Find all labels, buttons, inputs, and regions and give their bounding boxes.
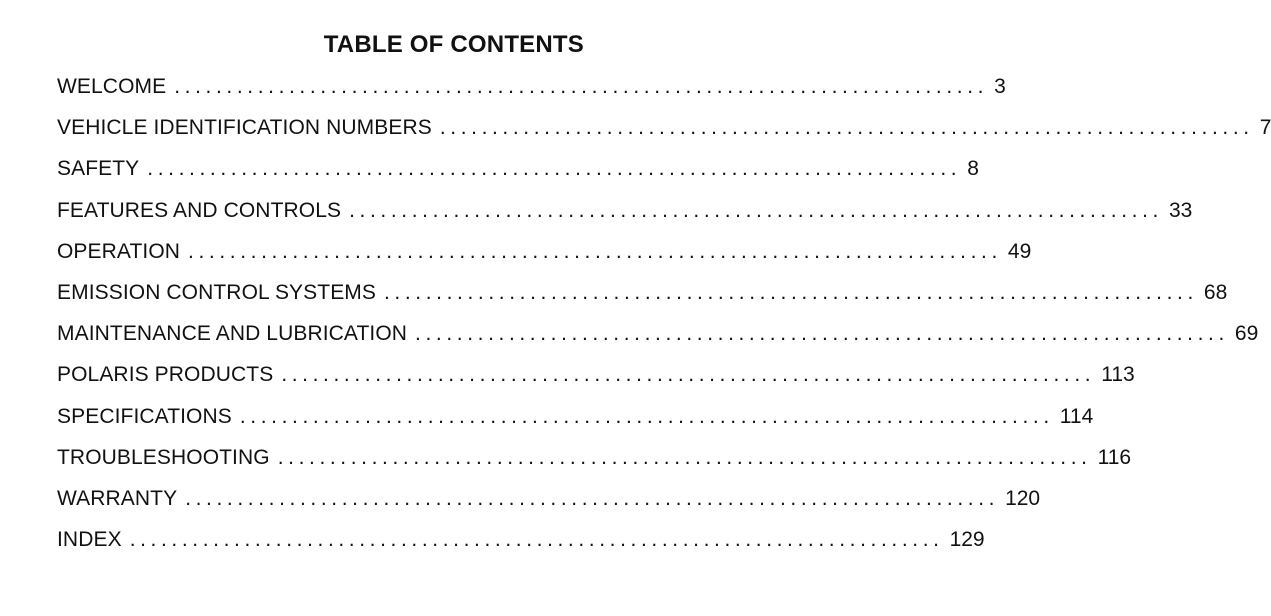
toc-page-number: 114 bbox=[1059, 404, 1094, 428]
toc-entry-label: SAFETY bbox=[57, 157, 140, 181]
toc-leader-dots: .............................................................................. bbox=[439, 116, 1254, 140]
toc-page-number: 3 bbox=[994, 75, 1006, 98]
toc-entry-vehicle-identification-numbers[interactable] bbox=[57, 112, 1271, 153]
toc-page-number: 68 bbox=[1203, 280, 1228, 304]
toc-entry-troubleshooting[interactable] bbox=[57, 442, 1132, 483]
toc-entry-polaris-products[interactable] bbox=[57, 359, 1135, 400]
toc-leader-dots: .............................................................................. bbox=[415, 322, 1229, 346]
toc-entry-label: WARRANTY bbox=[57, 486, 178, 510]
toc-entry-label: EMISSION CONTROL SYSTEMS bbox=[57, 280, 376, 304]
toc-leader-dots: .............................................................................. bbox=[239, 404, 1054, 428]
toc-entry-maintenance-and-lubrication[interactable] bbox=[57, 318, 1259, 359]
toc-entry-emission-control-systems[interactable] bbox=[57, 277, 1228, 318]
toc-entry-label: SPECIFICATIONS bbox=[57, 404, 232, 428]
page-title: TABLE OF CONTENTS bbox=[323, 31, 584, 58]
toc-entry-features-and-controls[interactable] bbox=[57, 195, 1193, 236]
toc-entry-index[interactable] bbox=[57, 524, 985, 565]
toc-page-number: 7 bbox=[1259, 116, 1271, 140]
toc-entry-label: WELCOME bbox=[57, 75, 167, 98]
toc-page-number: 33 bbox=[1168, 198, 1193, 222]
toc-entry-welcome[interactable] bbox=[57, 71, 1006, 112]
toc-entry-label: VEHICLE IDENTIFICATION NUMBERS bbox=[57, 116, 432, 140]
toc-entry-operation[interactable] bbox=[57, 236, 1032, 277]
toc-entry-label: TROUBLESHOOTING bbox=[57, 445, 270, 469]
toc-entry-warranty[interactable] bbox=[57, 483, 1041, 524]
toc-leader-dots: .............................................................................. bbox=[185, 486, 1000, 510]
toc-leader-dots: .............................................................................. bbox=[129, 528, 944, 552]
toc-leader-dots: .............................................................................. bbox=[188, 239, 1002, 263]
toc-entry-label: OPERATION bbox=[57, 239, 181, 263]
toc-page-number: 8 bbox=[967, 157, 979, 181]
toc-page-number: 116 bbox=[1097, 445, 1132, 469]
toc-list bbox=[57, 71, 1271, 565]
toc-page-number: 49 bbox=[1007, 239, 1032, 263]
toc-entry-label: MAINTENANCE AND LUBRICATION bbox=[57, 322, 408, 346]
toc-page-number: 69 bbox=[1234, 322, 1259, 346]
toc-page-number: 120 bbox=[1005, 486, 1041, 510]
toc-entry-label: INDEX bbox=[57, 528, 122, 552]
toc-leader-dots: .............................................................................. bbox=[147, 157, 962, 181]
toc-entry-specifications[interactable] bbox=[57, 401, 1094, 442]
toc-leader-dots: .............................................................................. bbox=[349, 198, 1163, 222]
toc-leader-dots: .............................................................................. bbox=[277, 445, 1092, 469]
toc-entry-label: FEATURES AND CONTROLS bbox=[57, 198, 342, 222]
toc-entry-safety[interactable] bbox=[57, 153, 979, 194]
toc-entry-label: POLARIS PRODUCTS bbox=[57, 363, 274, 387]
toc-leader-dots: .............................................................................. bbox=[174, 75, 989, 98]
toc-page-number: 113 bbox=[1101, 363, 1135, 387]
toc-leader-dots: .............................................................................. bbox=[384, 280, 1198, 304]
toc-leader-dots: .............................................................................. bbox=[281, 363, 1096, 387]
toc-page-number: 129 bbox=[949, 528, 985, 552]
